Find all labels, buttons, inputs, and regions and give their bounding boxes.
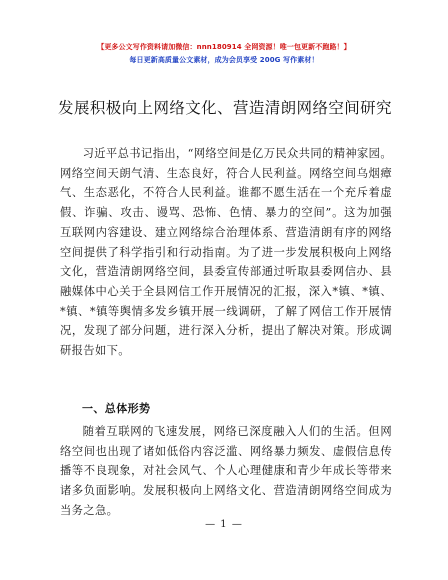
body-paragraph-1: 习近平总书记指出，“网络空间是亿万民众共同的精神家园。网络空间天朗气清、生态良好，符合人民利益。网络空间乌烟瘴气、生态恶化，不符合人民利益。谁都不愿生活在一个充斥着虚假、诈骗、攻击、谩骂、恐怖、色情、暴力的空间”。这为加强互联网内容建设、建立网络综合治理体系、营造清朗有序的网络空间提供了科学指引和行动指南。为了进一步发展积极向上网络文化，营造清朗网络空间，县委宣传部通过听取县委网信办、县融媒体中心关于全县网信工作开展情况的汇报，深入*镇、*镇、*镇、*镇等舆情多发乡镇开展一线调研，了解了网信工作开展情况，发现了部分问题，进行深入分析，提出了解决对策。形成调研报告如下。: [60, 147, 392, 358]
body-paragraph-2: 随着互联网的飞速发展，网络已深度融入人们的生活。但网络空间也出现了诸如低俗内容泛滥、网络暴力频发、虚假信息传播等不良现象，对社会风气、个人心理健康和青少年成长等带来诸多负面影响。发展积极向上网络文化、营造清朗网络空间成为当务之急。: [60, 425, 392, 517]
page-number: — 1 —: [205, 519, 243, 530]
promo-banner-line-1: 【更多公文写作资料请加微信：nnn180914 全网资源！唯一包更新不跑路！】: [97, 43, 351, 51]
promo-banner-line-2: 每日更新高质量公文素材，成为会员享受 200G 写作素材！: [129, 56, 319, 64]
section-heading: 一、总体形势: [82, 402, 151, 415]
document-title: 发展积极向上网络文化、营造清朗网络空间研究: [58, 99, 392, 117]
